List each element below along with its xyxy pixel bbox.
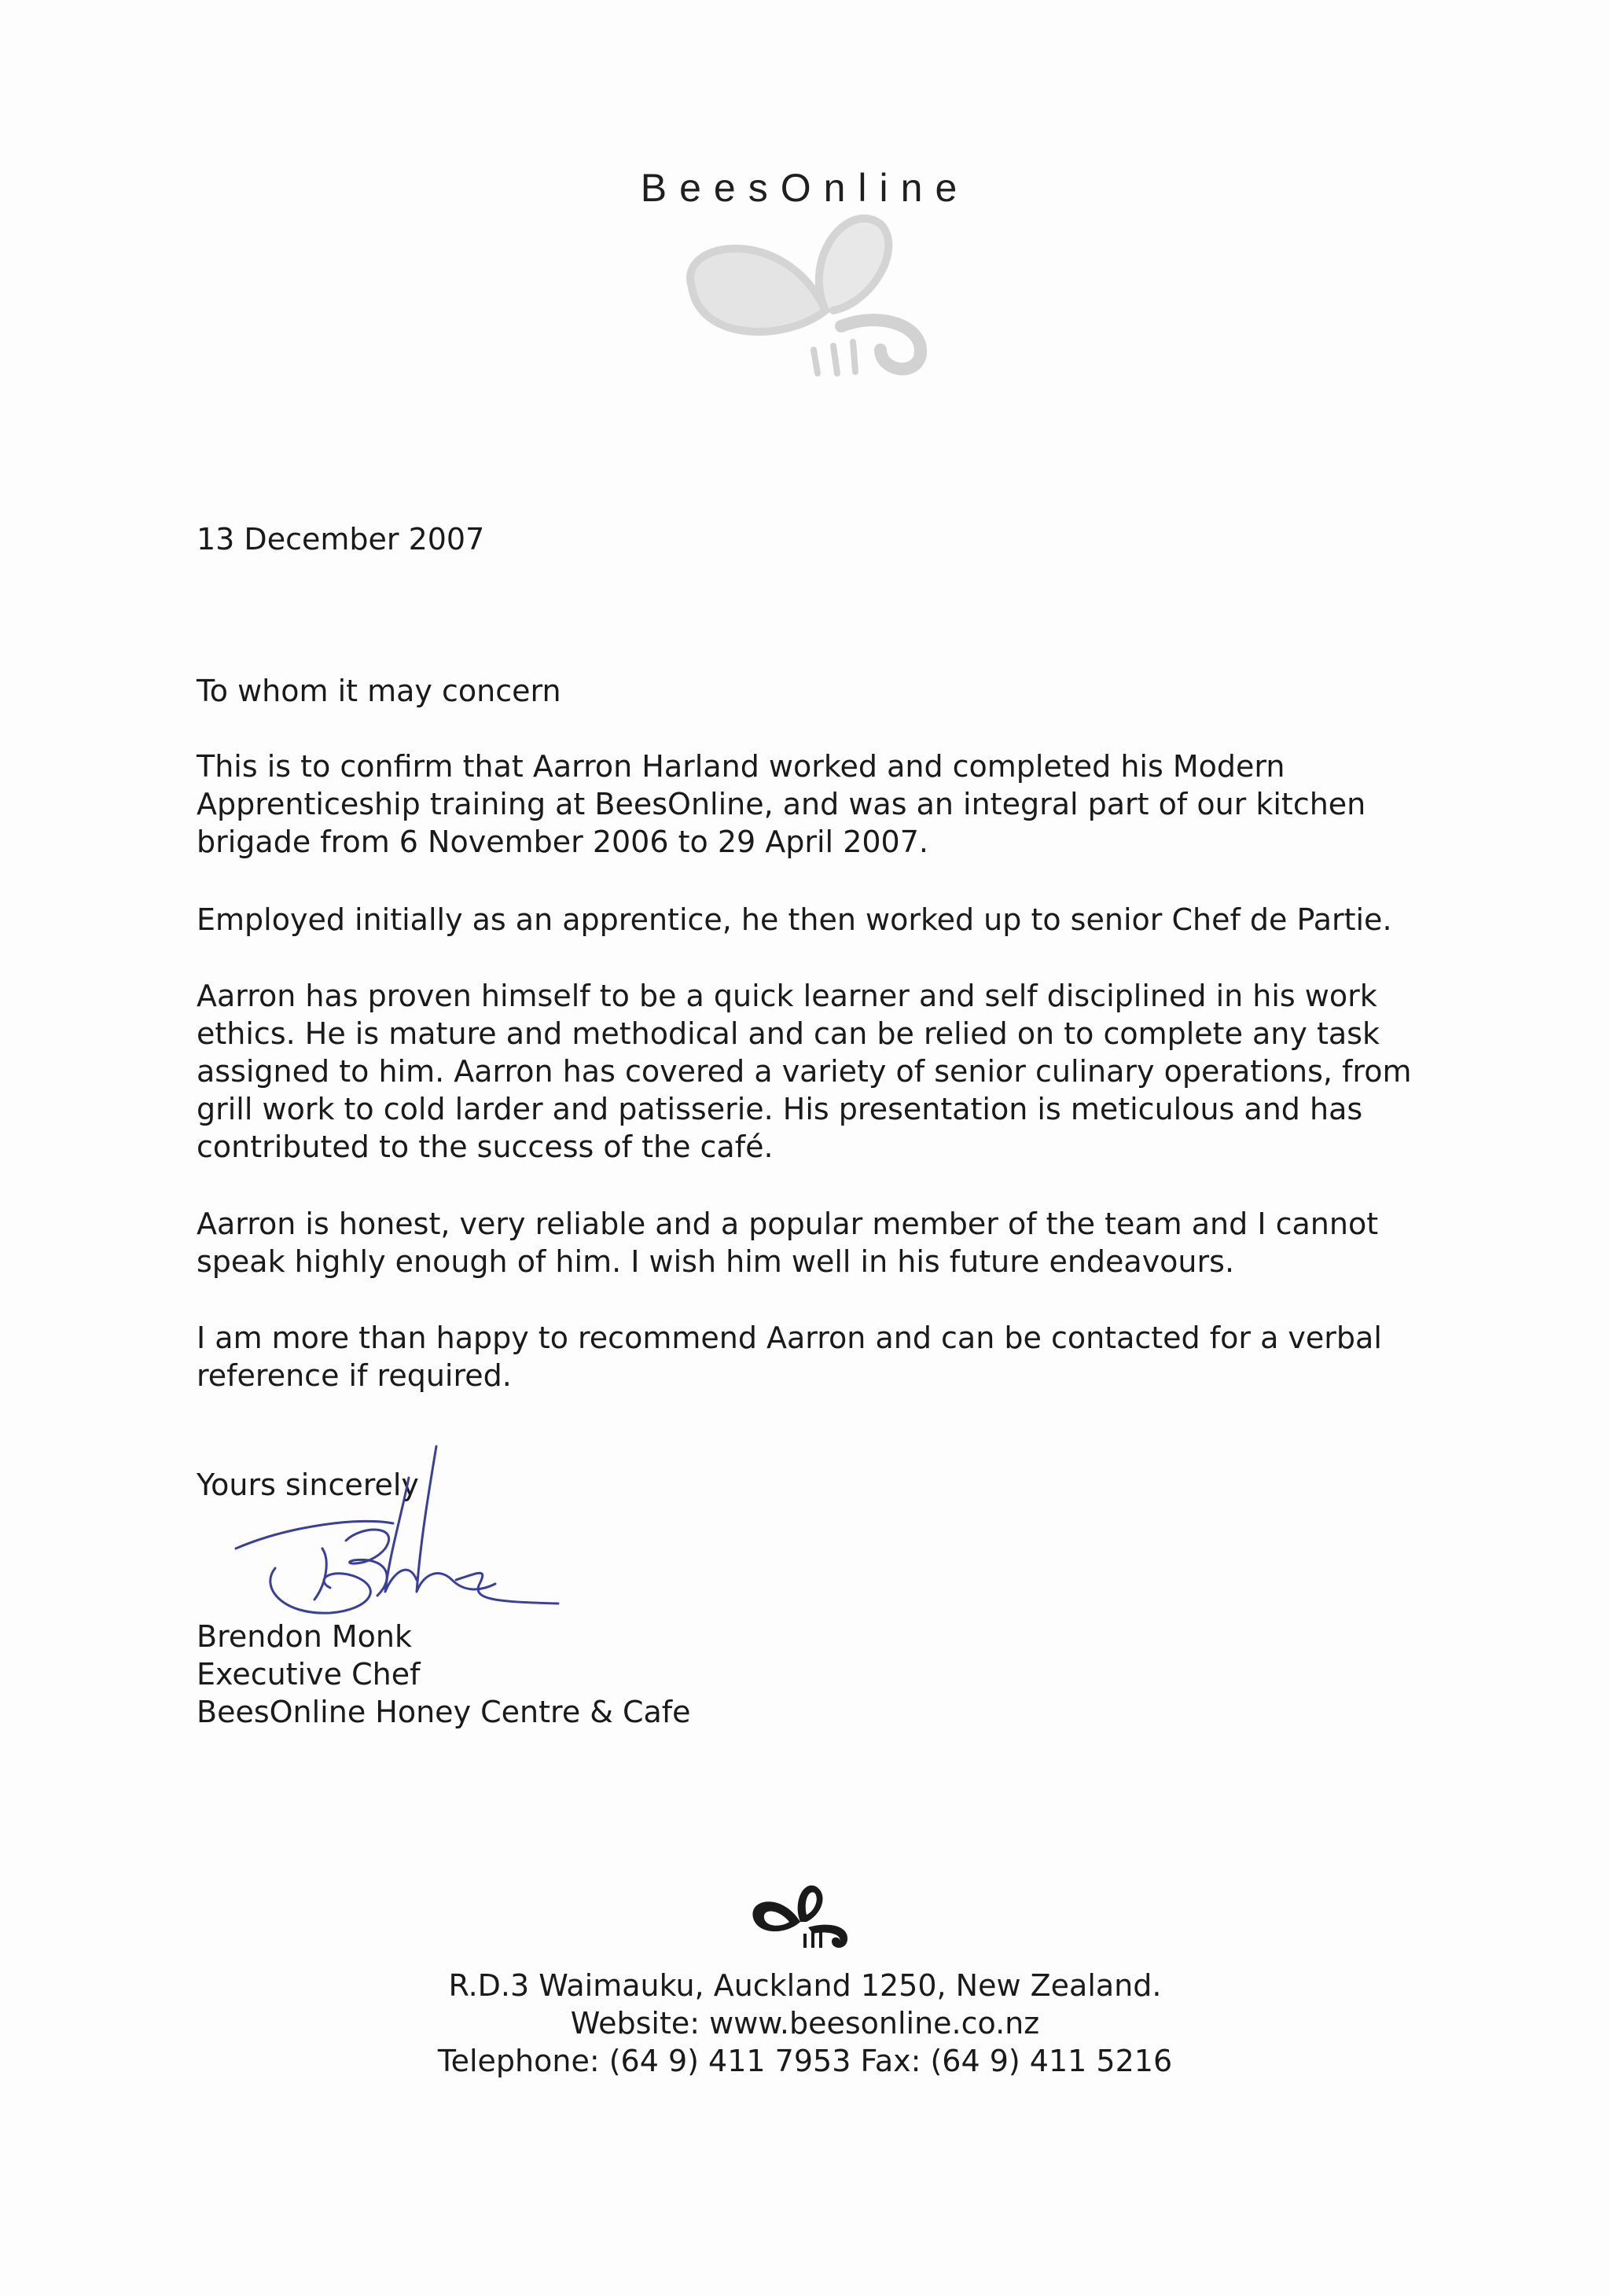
signatory-block [197,1618,691,1731]
bee-watermark-icon [645,193,959,381]
paragraph-employment: Employed initially as an apprentice, he then worked up to senior Chef de Partie. [197,902,1392,937]
paragraph-qualities: Aarron has proven himself to be a quick learner and self disciplined in his work ethics. He is mature and methodical and can be relied on to complete any task assigned to him. Aarron has covered a variety of senior culinary operations, from grill work to cold larder and patisserie. His presentation is meticulous and has contributed to the success of the café. [197,979,1412,1164]
paragraph-recommendation: I am more than happy to recommend Aarron and can be contacted for a verbal reference if required. [197,1321,1382,1393]
letter-salutation: To whom it may concern [197,674,561,708]
footer-address: R.D.3 Waimauku, Auckland 1250, New Zealand. [448,1968,1162,2003]
paragraph-confirmation: This is to confirm that Aarron Harland worked and completed his Modern Apprenticeship training at BeesOnline, and was an integral part of our kitchen brigade from 6 November 2006 to 29 April 2007. [197,749,1366,859]
handwritten-signature [228,1431,621,1627]
footer-phone: Telephone: (64 9) 411 7953 Fax: (64 9) 411 5216 [437,2044,1173,2078]
letter-date: 13 December 2007 [197,522,485,557]
footer-contact [0,1967,1610,2080]
bee-logo-icon [747,1879,857,1957]
paragraph-character: Aarron is honest, very reliable and a popular member of the team and I cannot speak highly enough of him. I wish him well in his future endeavours. [197,1207,1379,1279]
footer-website: Website: www.beesonline.co.nz [570,2006,1040,2041]
brand-name: BeesOnline [640,166,970,210]
signatory-organisation: BeesOnline Honey Centre & Cafe [197,1695,691,1729]
letter-closing: Yours sincerely [197,1468,419,1502]
signatory-title: Executive Chef [197,1657,421,1692]
signatory-name: Brendon Monk [197,1619,412,1654]
